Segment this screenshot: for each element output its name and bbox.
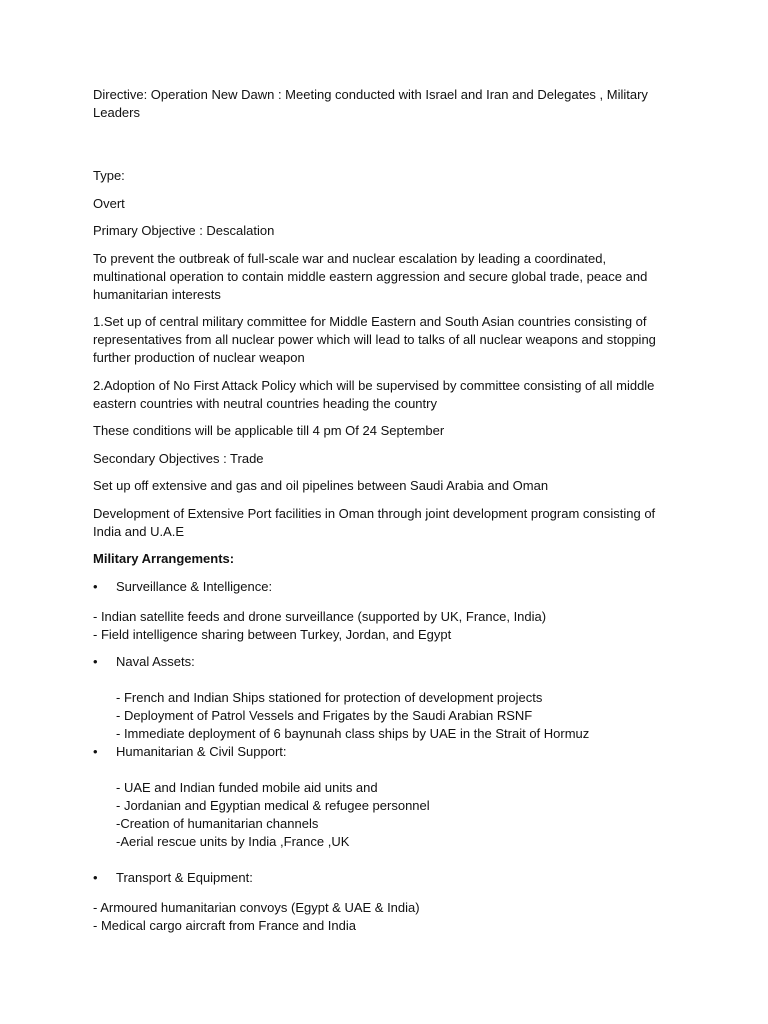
point-2-paragraph: 2.Adoption of No First Attack Policy which will be supervised by committee consisting of all middle eastern countries with neutral countries heading the country xyxy=(93,377,655,411)
humanitarian-item: - UAE and Indian funded mobile aid units and xyxy=(116,779,378,795)
bullet-icon: • xyxy=(93,653,98,669)
secondary-objectives: Secondary Objectives : Trade xyxy=(93,450,264,466)
humanitarian-item: -Aerial rescue units by India ,France ,UK xyxy=(116,833,350,849)
trade-item-1: Set up off extensive and gas and oil pipelines between Saudi Arabia and Oman xyxy=(93,478,549,493)
bullet-transport xyxy=(93,869,678,887)
document-page xyxy=(93,86,678,935)
naval-item: - French and Indian Ships stationed for protection of development projects xyxy=(116,689,543,705)
bullet-icon: • xyxy=(93,743,98,759)
type-value: Overt xyxy=(93,195,125,211)
naval-item: - Immediate deployment of 6 baynunah class ships by UAE in the Strait of Hormuz xyxy=(116,725,590,741)
transport-item: - Armoured humanitarian convoys (Egypt & UAE & India) xyxy=(93,899,420,915)
bullet-surveillance xyxy=(93,578,678,596)
surveillance-item: - Indian satellite feeds and drone surveillance (supported by UK, France, India) xyxy=(93,608,547,624)
directive-title: Directive: Operation New Dawn : Meeting conducted with Israel and Iran and Delegates , Military Leaders xyxy=(93,87,648,120)
humanitarian-item: -Creation of humanitarian channels xyxy=(116,815,319,831)
military-arrangements-heading: Military Arrangements: xyxy=(93,551,235,566)
transport-item: - Medical cargo aircraft from France and India xyxy=(93,917,356,933)
humanitarian-heading: Humanitarian & Civil Support: xyxy=(116,743,287,759)
transport-heading: Transport & Equipment: xyxy=(116,869,253,885)
bullet-icon: • xyxy=(93,578,98,594)
bullet-icon: • xyxy=(93,869,98,885)
purpose-paragraph: To prevent the outbreak of full-scale war and nuclear escalation by leading a coordinated, multinational operation to contain middle eastern aggression and secure global trade, peace and humanitarian interests xyxy=(93,250,648,302)
type-label: Type: xyxy=(93,168,125,183)
surveillance-heading: Surveillance & Intelligence: xyxy=(116,578,273,594)
primary-objective: Primary Objective : Descalation xyxy=(93,223,275,238)
trade-item-2: Development of Extensive Port facilities in Oman through joint development program consisting of India and U.A.E xyxy=(93,505,656,539)
surveillance-item: - Field intelligence sharing between Turkey, Jordan, and Egypt xyxy=(93,626,452,642)
humanitarian-item: - Jordanian and Egyptian medical & refugee personnel xyxy=(116,797,430,813)
bullet-humanitarian xyxy=(93,743,678,761)
bullet-naval xyxy=(93,653,678,671)
naval-item: - Deployment of Patrol Vessels and Frigates by the Saudi Arabian RSNF xyxy=(116,707,533,723)
naval-heading: Naval Assets: xyxy=(116,653,195,669)
point-1-paragraph: 1.Set up of central military committee for Middle Eastern and South Asian countries consisting of representatives from all nuclear power which will lead to talks of all nuclear weapons and stopping further production of nuclear weapon xyxy=(93,314,656,365)
conditions-paragraph: These conditions will be applicable till 4 pm Of 24 September xyxy=(93,423,445,438)
